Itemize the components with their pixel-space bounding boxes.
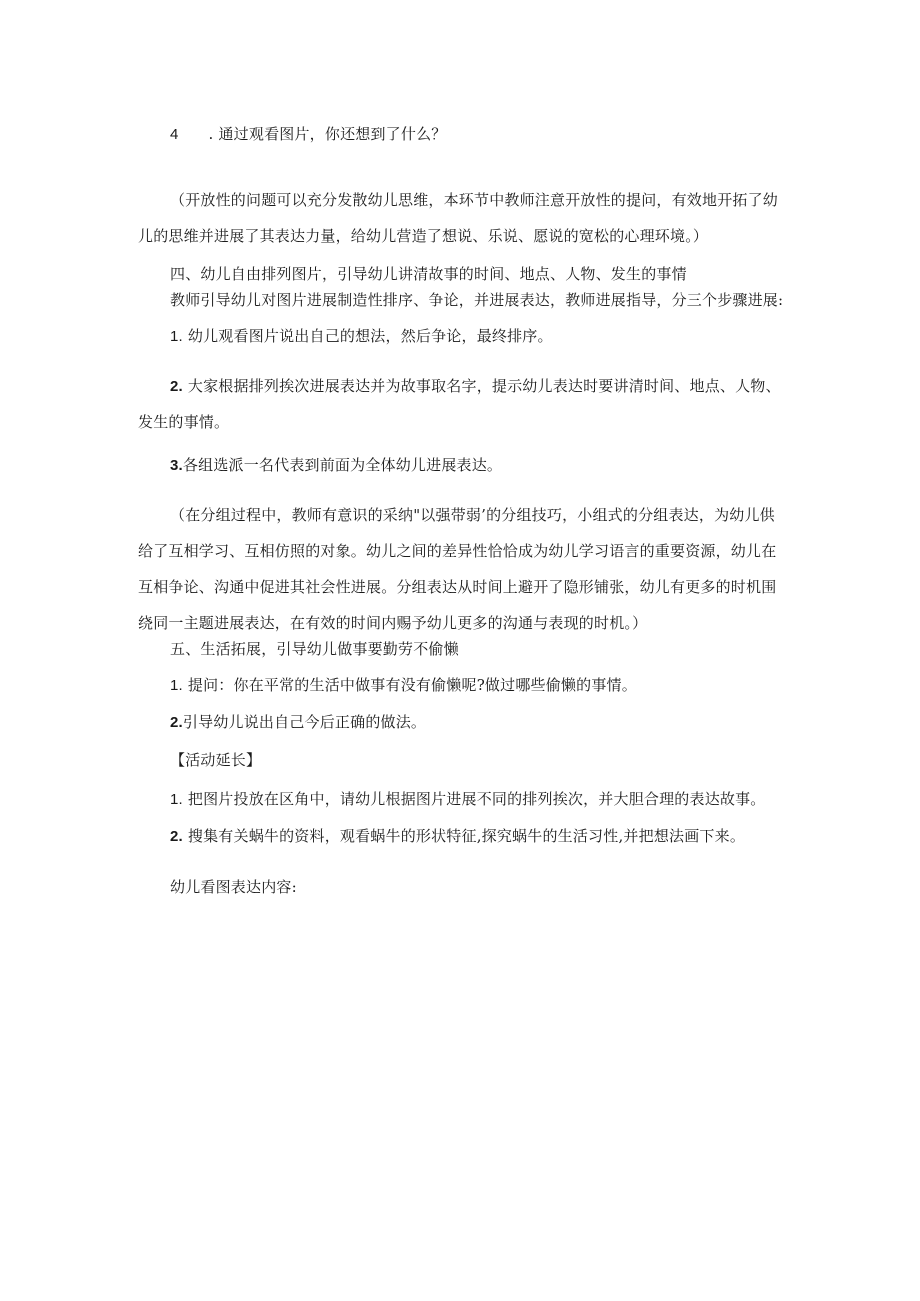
section5-item2-text: 引导幼儿说出自己今后正确的做法。 [182, 713, 427, 731]
extension-item1 [170, 789, 766, 810]
question-4 [170, 124, 447, 145]
extension-item2 [170, 826, 745, 847]
step1-number: 1. [170, 328, 183, 345]
note2-line4: 绕同一主题进展表达，在有效的时间内赐予幼儿更多的沟通与表现的时机。） [138, 614, 648, 632]
note1-line1: （开放性的问题可以充分发散幼儿思维，本环节中教师注意开放性的提问，有效地开拓了幼 [170, 191, 779, 209]
closing-label: 幼儿看图表达内容: [170, 878, 297, 896]
extension-item1-number: 1. [170, 791, 183, 808]
section4-intro: 教师引导幼儿对图片进展制造性排序、争论，并进展表达，教师进展指导，分三个步骤进展: [170, 291, 784, 309]
note2-line3: 互相争论、沟通中促进其社会性进展。分组表达从时间上避开了隐形铺张，幼儿有更多的时机围 [138, 578, 777, 596]
step2-text: 大家根据排列挨次进展表达并为故事取名字，提示幼儿表达时要讲清时间、地点、人物、 [182, 377, 781, 395]
section5-item1 [170, 675, 637, 696]
extension-item1-text: 把图片投放在区角中，请幼儿根据图片进展不同的排列挨次，并大胆合理的表达故事。 [182, 790, 766, 808]
note2-line2: 给了互相学习、互相仿照的对象。幼儿之间的差异性恰恰成为幼儿学习语言的重要资源，幼儿在 [138, 542, 777, 560]
step1-text: 幼儿观看图片说出自己的想法，然后争论，最终排序。 [182, 327, 553, 345]
note2-line1: （在分组过程中，教师有意识的采纳"以强带弱’的分组技巧，小组式的分组表达，为幼儿供 [170, 506, 775, 524]
question-number: 4 [170, 126, 179, 143]
step2-number: 2. [170, 378, 183, 395]
step3-number: 3. [170, 457, 183, 474]
extension-item2-number: 2. [170, 828, 183, 845]
section5-item1-number: 1. [170, 677, 183, 694]
extension-title: 【活动延长】 [170, 751, 262, 769]
note1-line2: 儿的思维并进展了其表达力量，给幼儿营造了想说、乐说、愿说的宽松的心理环境。） [138, 227, 709, 245]
question-text: . 通过观看图片，你还想到了什么？ [208, 125, 447, 143]
section5-item2 [170, 712, 426, 733]
section5-item1-text: 提问：你在平常的生活中做事有没有偷懒呢?做过哪些偷懒的事情。 [182, 676, 637, 694]
step2-line1 [170, 376, 781, 397]
step2-line2: 发生的事情。 [138, 413, 230, 431]
section4-title: 四、幼儿自由排列图片，引导幼儿讲清故事的时间、地点、人物、发生的事情 [170, 265, 687, 283]
extension-item2-text: 搜集有关蜗牛的资料，观看蜗牛的形状特征,探究蜗牛的生活习性,并把想法画下来。 [182, 827, 746, 845]
step1 [170, 326, 553, 347]
step3 [170, 455, 502, 476]
section5-title: 五、生活拓展，引导幼儿做事要勤劳不偷懒 [170, 640, 459, 658]
step3-text: 各组选派一名代表到前面为全体幼儿进展表达。 [182, 456, 503, 474]
section5-item2-number: 2. [170, 714, 183, 731]
